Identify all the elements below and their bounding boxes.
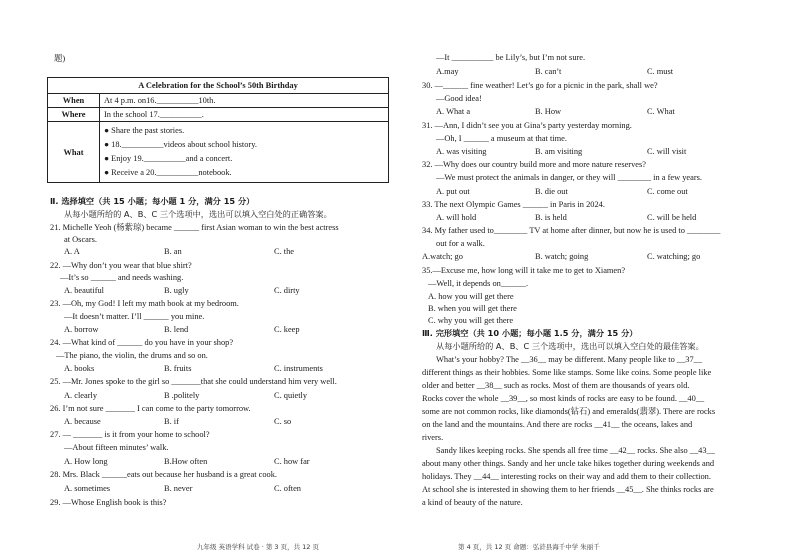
left-page-footer: 九年级 英语学科 试卷 · 第 3 页，共 12 页 — [197, 543, 320, 551]
where-value: In the school 17.__________. — [100, 108, 389, 122]
option-35-b: B. when you will get there — [428, 304, 517, 313]
question-33: 33. The next Olympic Games ______ in Paris in 2024. — [422, 200, 605, 209]
section3-title: Ⅲ. 完形填空（共 10 小题；每小题 1.5 分，满分 15 分） — [422, 328, 638, 338]
option-35-a: A. how you will get there — [428, 292, 514, 301]
question-24-reply: —The piano, the violin, the drums and so on. — [56, 351, 208, 360]
question-35-reply: —Well, it depends on______. — [428, 279, 529, 288]
where-label: Where — [48, 108, 100, 122]
right-page-footer: 第 4 页，共 12 页 命题：弘浒县海千中学 朱丽千 — [458, 543, 600, 551]
passage-line: about many other things. Sandy and her uncle take hikes together during weekends and — [422, 459, 715, 468]
question-25: 25. —Mr. Jones spoke to the girl so _______that she could understand him very well. — [50, 377, 337, 386]
question-32-reply: —We must protect the animals in danger, or they will ________ in a few years. — [436, 173, 702, 182]
passage-line: different things as their hobbies. Some like stamps. Some like coins. Some people like — [422, 368, 712, 377]
passage-line: rivers. — [422, 433, 444, 442]
passage-line: older and better __38__ such as rocks. Most of them are thousands of years old. — [422, 381, 690, 390]
question-21: 21. Michelle Yeoh (杨紫琼) became ______ first Asian woman to win the best actress — [50, 223, 339, 232]
question-34: 34. My father used to________ TV at home after dinner, but now he is used to ________ — [422, 226, 721, 235]
list-item: ● Share the past stories. — [104, 126, 185, 135]
question-34-cont: out for a walk. — [436, 239, 485, 248]
question-24: 24. —What kind of ______ do you have in your shop? — [50, 338, 234, 347]
question-30-reply: —Good idea! — [436, 94, 482, 103]
passage-line: a kind of beauty of the nature. — [422, 498, 523, 507]
bullet-icon: ● — [104, 168, 112, 177]
top-fragment: 题) — [54, 54, 66, 63]
celebration-table — [47, 77, 389, 183]
when-label: When — [48, 94, 100, 108]
passage-line: holidays. They __44__ interesting rocks on their way and add them to their collection. — [422, 472, 711, 481]
bullet-icon: ● — [104, 140, 112, 149]
passage-line: At school she is interested in showing them to her friends __45__. She thinks rocks are — [422, 485, 714, 494]
question-29-reply: —It __________ be Lily’s, but I’m not sure. — [436, 53, 586, 62]
question-27: 27. — _______ is it from your home to school? — [50, 430, 210, 439]
bullet-icon: ● — [104, 126, 112, 135]
list-item: ● Enjoy 19.__________and a concert. — [104, 154, 233, 163]
question-21-cont: at Oscars. — [64, 235, 98, 244]
passage-line: What’s your hobby? The __36__ may be different. Many people like to __37__ — [436, 355, 703, 364]
section2-title: Ⅱ. 选择填空（共 15 小题；每小题 1 分，满分 15 分） — [50, 196, 255, 206]
question-28: 28. Mrs. Black ______eats out because her husband is a great cook. — [50, 470, 277, 479]
question-23-reply: —It doesn’t matter. I’ll ______ you mine. — [64, 312, 205, 321]
question-31: 31. —Ann, I didn’t see you at Gina’s party yesterday morning. — [422, 121, 632, 130]
section2-instructions: 从每小题所给的 A、B、C 三个选项中，选出可以填入空白处的正确答案。 — [64, 209, 332, 219]
question-29: 29. —Whose English book is this? — [50, 498, 167, 507]
question-31-reply: —Oh, I ______ a museum at that time. — [436, 134, 567, 143]
question-35: 35.—Excuse me, how long will it take me to get to Xiamen? — [422, 266, 626, 275]
what-label: What — [48, 122, 100, 183]
passage-line: on the land and the mountains. And there are rocks __41__ the oceans, lakes and — [422, 420, 693, 429]
question-22: 22. —Why don’t you wear that blue shirt? — [50, 261, 192, 270]
list-item: ● Receive a 20.__________notebook. — [104, 168, 232, 177]
question-22-reply: —It’s so ______ and needs washing. — [60, 273, 184, 282]
passage-line: Rocks cover the whole __39__, so most kinds of rocks are easy to be found. __40__ — [422, 394, 705, 403]
passage-line: Sandy likes keeping rocks. She spends all free time __42__ rocks. She also __43__ — [436, 446, 715, 455]
table-title: A Celebration for the School’s 50th Birthday — [48, 78, 389, 94]
question-32: 32. —Why does our country build more and more nature reserves? — [422, 160, 646, 169]
question-30: 30. —______ fine weather! Let’s go for a picnic in the park, shall we? — [422, 81, 658, 90]
when-value: At 4 p.m. on16.__________10th. — [100, 94, 389, 108]
question-26: 26. I’m not sure _______ I can come to the party tomorrow. — [50, 404, 251, 413]
section3-instructions: 从每小题所给的 A、B、C 三个选项中，选出可以填入空白处的最佳答案。 — [436, 341, 704, 351]
option-35-c: C. why you will get there — [428, 316, 514, 325]
question-23: 23. —Oh, my God! I left my math book at my bedroom. — [50, 299, 239, 308]
bullet-icon: ● — [104, 154, 112, 163]
list-item: ● 18.__________videos about school history. — [104, 140, 257, 149]
question-27-reply: —About fifteen minutes’ walk. — [64, 443, 169, 452]
what-list — [100, 122, 389, 183]
passage-line: some are not common rocks, like diamonds(钻石) and emeralds(翡翠). There are rocks — [422, 407, 716, 416]
